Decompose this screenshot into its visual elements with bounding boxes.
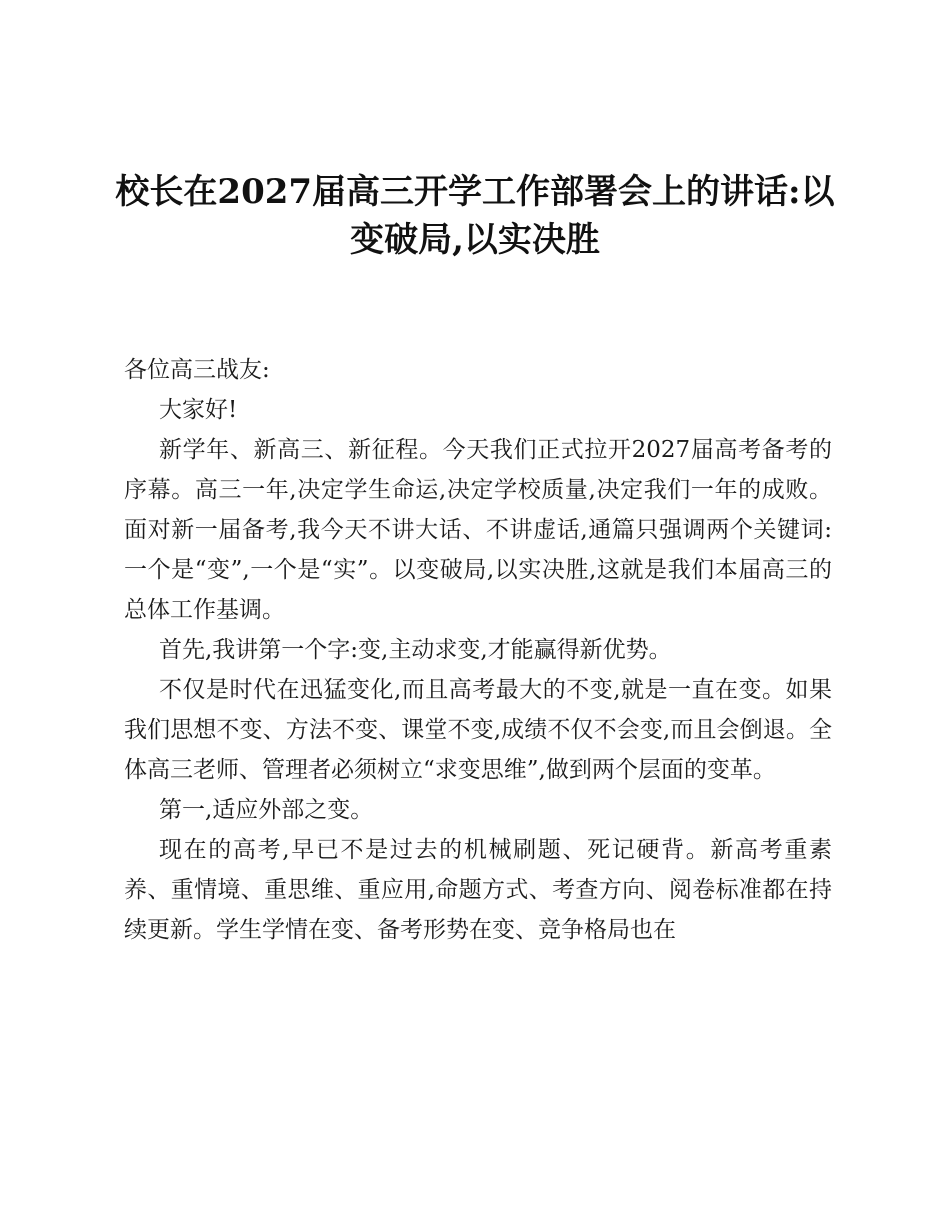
- paragraph-greeting: 大家好!: [159, 397, 238, 423]
- document-body: [124, 350, 832, 950]
- paragraph-exam-reform: 现在的高考,早已不是过去的机械刷题、死记硬背。新高考重素养、重情境、重思维、重应用,命题方式、考查方向、阅卷标准都在持续更新。学生学情在变、备考形势在变、竞争格局也在: [124, 837, 832, 943]
- salutation: 各位高三战友:: [124, 357, 270, 383]
- paragraph-intro: 新学年、新高三、新征程。今天我们正式拉开2027届高考备考的序幕。高三一年,决定学生命运,决定学校质量,决定我们一年的成败。面对新一届备考,我今天不讲大话、不讲虚话,通篇只强调两个关键词:一个是“变”,一个是“实”。以变破局,以实决胜,这就是我们本届高三的总体工作基调。: [124, 437, 832, 623]
- paragraph-change: 不仅是时代在迅猛变化,而且高考最大的不变,就是一直在变。如果我们思想不变、方法不变、课堂不变,成绩不仅不会变,而且会倒退。全体高三老师、管理者必须树立“求变思维”,做到两个层面的变革。: [124, 677, 832, 783]
- paragraph-subheading: 第一,适应外部之变。: [159, 797, 374, 823]
- paragraph-first-point: 首先,我讲第一个字:变,主动求变,才能赢得新优势。: [159, 637, 672, 663]
- document-title: 校长在2027届高三开学工作部署会上的讲话:以变破局,以实决胜: [115, 172, 835, 260]
